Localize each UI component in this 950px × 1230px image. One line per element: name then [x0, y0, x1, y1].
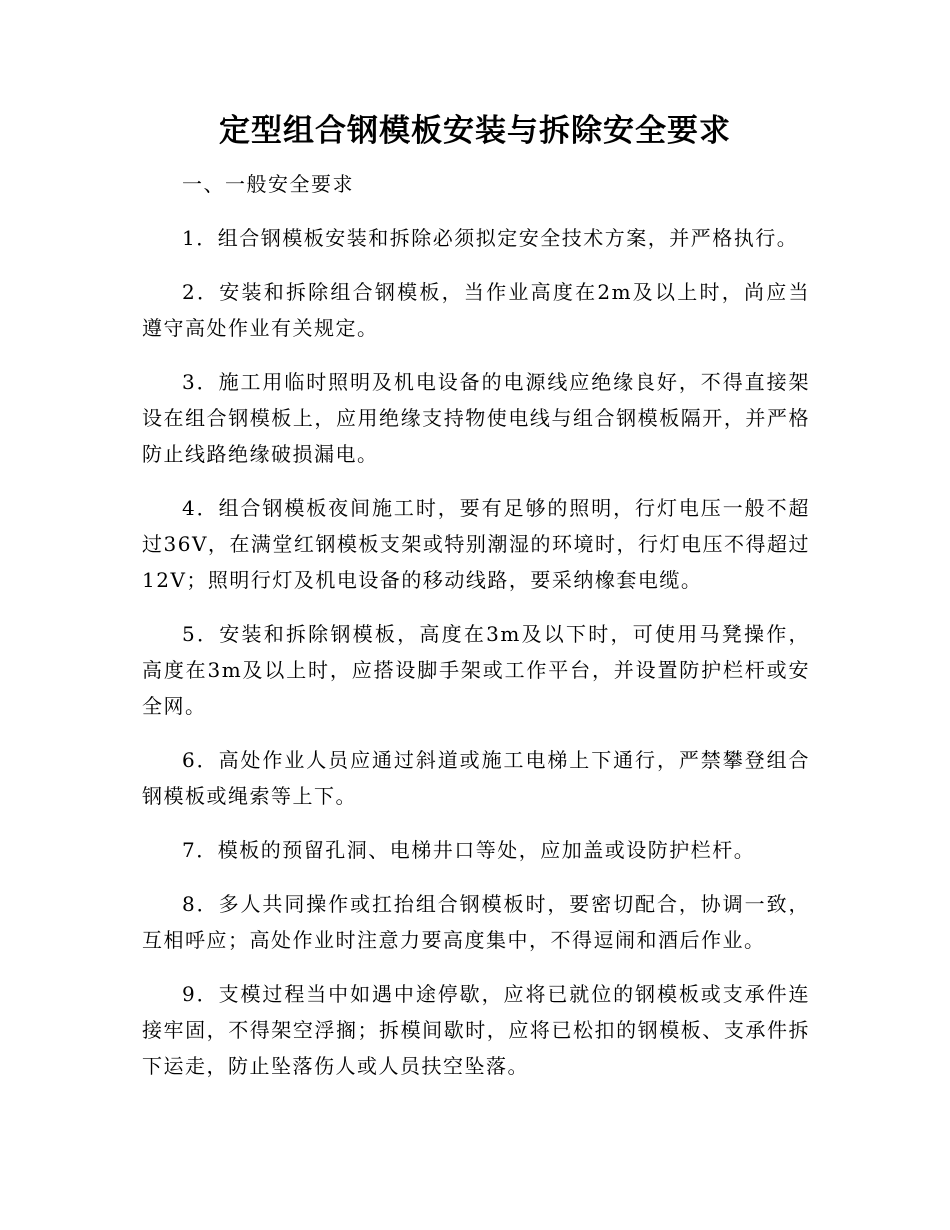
paragraph-item-9: 9．支模过程当中如遇中途停歇，应将已就位的钢模板或支承件连接牢固，不得架空浮搁；拆模间歇时，应将已松扣的钢模板、支承件拆下运走，防止坠落伤人或人员扶空坠落。 [142, 982, 810, 1078]
paragraph-item-2: 2．安装和拆除组合钢模板，当作业高度在2m及以上时，尚应当遵守高处作业有关规定。 [142, 280, 810, 340]
document-body [142, 166, 810, 1102]
paragraph-item-3: 3．施工用临时照明及机电设备的电源线应绝缘良好，不得直接架设在组合钢模板上，应用绝缘支持物使电线与组合钢模板隔开，并严格防止线路绝缘破损漏电。 [142, 370, 810, 466]
paragraph-item-5: 5．安装和拆除钢模板，高度在3m及以下时，可使用马凳操作，高度在3m及以上时，应搭设脚手架或工作平台，并设置防护栏杆或安全网。 [142, 622, 810, 718]
section-heading: 一、一般安全要求 [182, 172, 354, 196]
paragraph-item-6: 6．高处作业人员应通过斜道或施工电梯上下通行，严禁攀登组合钢模板或绳索等上下。 [142, 748, 810, 808]
paragraph-item-8: 8．多人共同操作或扛抬组合钢模板时，要密切配合，协调一致，互相呼应；高处作业时注意力要高度集中，不得逗闹和酒后作业。 [142, 892, 810, 952]
paragraph-item-1: 1．组合钢模板安装和拆除必须拟定安全技术方案，并严格执行。 [182, 226, 799, 250]
paragraph-item-4: 4．组合钢模板夜间施工时，要有足够的照明，行灯电压一般不超过36V，在满堂红钢模板支架或特别潮湿的环境时，行灯电压不得超过12V；照明行灯及机电设备的移动线路，要采纳橡套电缆。 [142, 496, 810, 592]
document-title: 定型组合钢模板安装与拆除安全要求 [219, 113, 731, 149]
paragraph-item-7: 7．模板的预留孔洞、电梯井口等处，应加盖或设防护栏杆。 [182, 838, 756, 862]
